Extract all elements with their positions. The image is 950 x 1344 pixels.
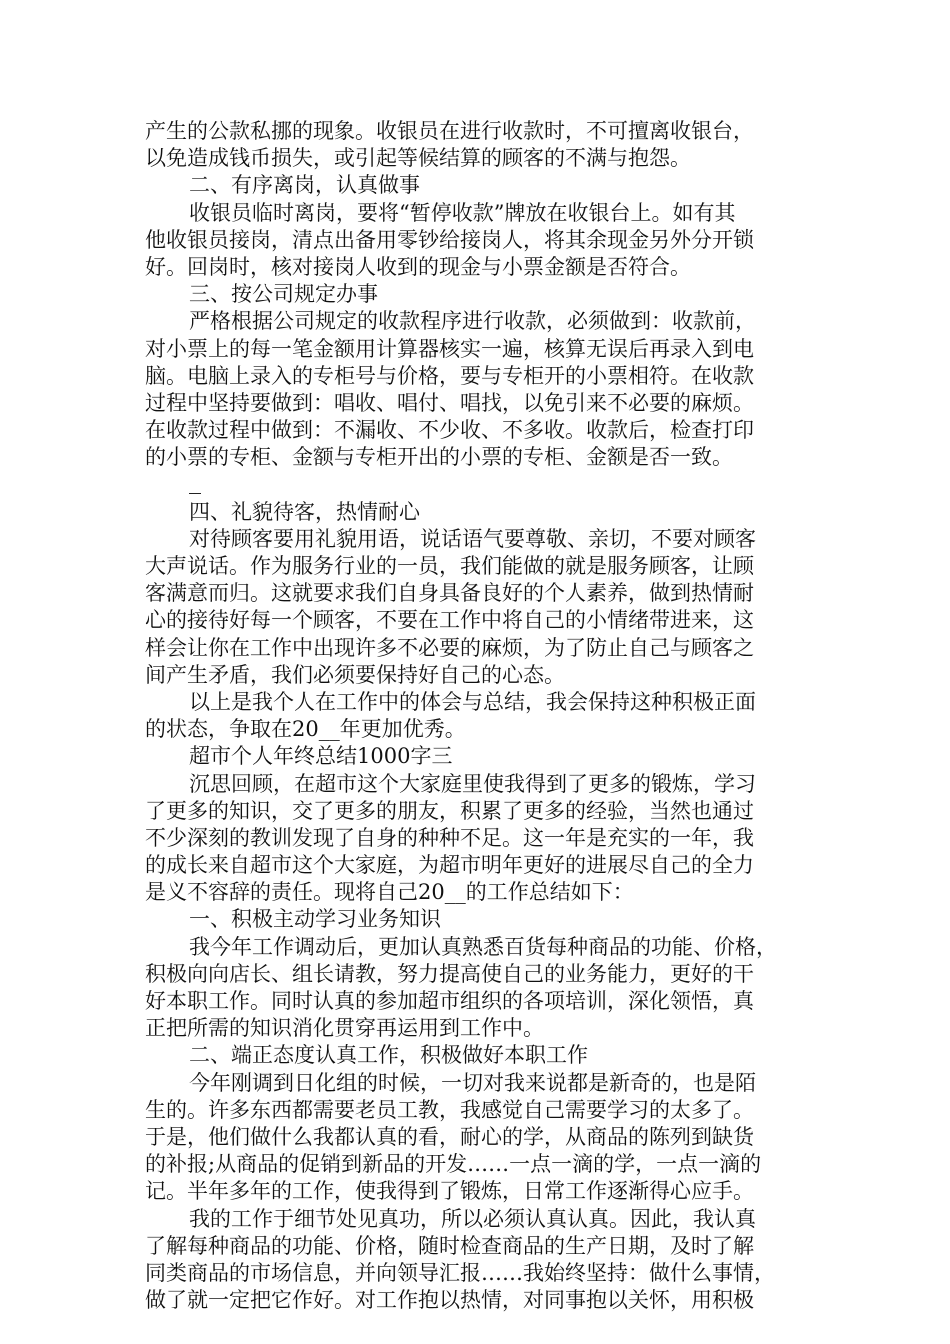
text-line: 他收银员接岗，清点出备用零钞给接岗人，将其余现金另外分开锁 xyxy=(145,227,754,252)
text-line: 大声说话。作为服务行业的一员，我们能做的就是服务顾客，让顾 xyxy=(145,554,754,578)
text-line: 我的工作于细节处见真功，所以必须认真认真。因此，我认真 xyxy=(189,1206,756,1231)
text-line: 产生的公款私挪的现象。收银员在进行收款时，不可擅离收银台， xyxy=(145,119,754,143)
text-line: 二、有序离岗，认真做事 xyxy=(189,173,420,198)
text-line: 正把所需的知识消化贯穿再运用到工作中。 xyxy=(145,1016,544,1041)
text-line: 间产生矛盾，我们必须要保持好自己的心态。 xyxy=(145,662,565,687)
text-cursor-mark xyxy=(145,471,825,498)
text-line: 记。半年多年的工作，使我得到了锻炼，日常工作逐渐得心应手。 xyxy=(145,1179,754,1204)
document-body xyxy=(145,118,825,1314)
text-line: 今年刚调到日化组的时候，一切对我来说都是新奇的，也是陌 xyxy=(189,1070,756,1095)
text-line: 的小票的专柜、金额与专柜开出的小票的专柜、金额是否一致。 xyxy=(145,445,733,470)
text-line: 积极向向店长、组长请教，努力提高使自己的业务能力，更好的干 xyxy=(145,961,754,986)
text-line: 了解每种商品的功能、价格，随时检查商品的生产日期，及时了解 xyxy=(145,1233,754,1258)
text-line: 一、积极主动学习业务知识 xyxy=(189,907,441,932)
text-line: 在收款过程中做到：不漏收、不少收、不多收。收款后，检查打印 xyxy=(145,418,754,443)
text-line: 样会让你在工作中出现许多不必要的麻烦，为了防止自己与顾客之 xyxy=(145,635,754,660)
text-line: 沉思回顾，在超市这个大家庭里使我得到了更多的锻炼，学习 xyxy=(189,771,756,796)
text-line: 好。回岗时，核对接岗人收到的现金与小票金额是否符合。 xyxy=(145,254,691,279)
text-line: 以免造成钱币损失，或引起等候结算的顾客的不满与抱怨。 xyxy=(145,146,691,171)
text-line: 二、端正态度认真工作，积极做好本职工作 xyxy=(189,1043,588,1068)
text-line: 好本职工作。同时认真的参加超市组织的各项培训，深化领悟，真 xyxy=(145,989,754,1013)
text-line: 同类商品的市场信息，并向领导汇报……我始终坚持：做什么事情， xyxy=(145,1260,775,1285)
text-line: 心的接待好每一个顾客，不要在工作中将自己的小情绪带进来，这 xyxy=(145,608,754,633)
text-line: 过程中坚持要做到：唱收、唱付、唱找，以免引来不必要的麻烦。 xyxy=(145,390,754,415)
text-line: 对小票上的每一笔金额用计算器核实一遍，核算无误后再录入到电 xyxy=(145,336,754,361)
text-line: 以上是我个人在工作中的体会与总结，我会保持这种积极正面 xyxy=(189,689,756,714)
text-line: 生的。许多东西都需要老员工教，我感觉自己需要学习的太多了。 xyxy=(145,1097,754,1122)
text-line: 做了就一定把它作好。对工作抱以热情，对同事抱以关怀，用积极 xyxy=(145,1288,754,1313)
text-line: 不少深刻的教训发现了自身的种种不足。这一年是充实的一年，我 xyxy=(145,825,754,850)
text-line: 的补报;从商品的促销到新品的开发……一点一滴的学，一点一滴的 xyxy=(145,1152,762,1177)
text-line: 收银员临时离岗，要将“暂停收款”牌放在收银台上。如有其 xyxy=(189,200,736,225)
text-line: 于是，他们做什么我都认真的看，耐心的学，从商品的陈列到缺货 xyxy=(145,1124,754,1149)
text-line: 超市个人年终总结1000字三 xyxy=(189,744,453,769)
text-line: 四、礼貌待客，热情耐心 xyxy=(189,499,420,524)
text-line: 对待顾客要用礼貌用语，说话语气要尊敬、亲切，不要对顾客 xyxy=(189,526,756,551)
text-line: 的成长来自超市这个大家庭，为超市明年更好的进展尽自己的全力 xyxy=(145,853,754,878)
text-line: 脑。电脑上录入的专柜号与价格，要与专柜开的小票相符。在收款 xyxy=(145,363,754,388)
text-line: 客满意而归。这就要求我们自身具备良好的个人素养，做到热情耐 xyxy=(145,581,754,606)
text-line: 是义不容辞的责任。现将自己20__的工作总结如下： xyxy=(145,880,634,905)
text-line: 严格根据公司规定的收款程序进行收款，必须做到：收款前， xyxy=(189,309,756,334)
text-line: 三、按公司规定办事 xyxy=(189,282,378,307)
text-line: 的状态，争取在20__年更加优秀。 xyxy=(145,717,466,742)
text-line: 我今年工作调动后，更加认真熟悉百货每种商品的功能、价格， xyxy=(189,934,777,959)
text-line: 了更多的知识，交了更多的朋友，积累了更多的经验，当然也通过 xyxy=(145,798,754,823)
